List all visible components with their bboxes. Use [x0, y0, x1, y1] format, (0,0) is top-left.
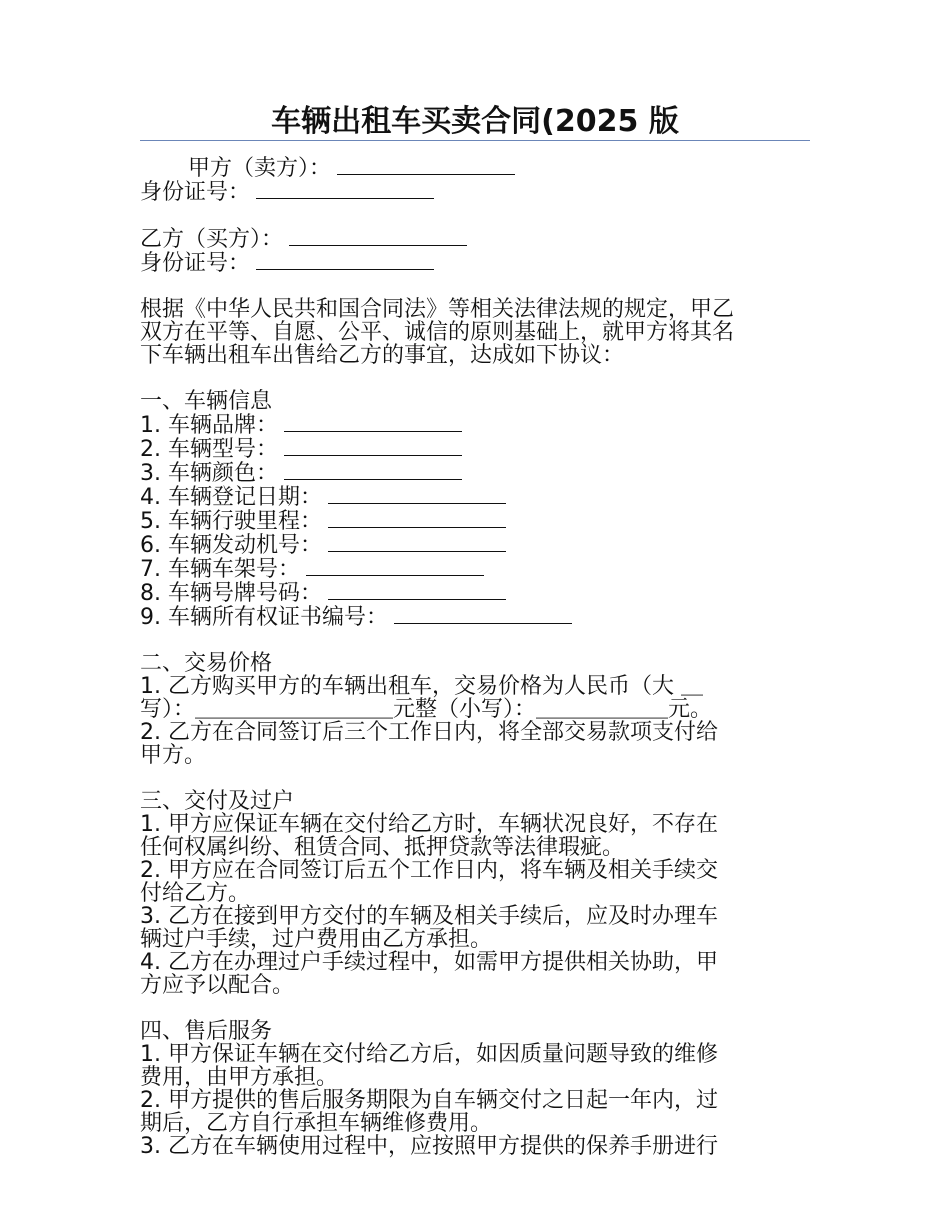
seller-id-label: 身份证号：	[140, 180, 251, 205]
section1-heading: 一、车辆信息	[140, 389, 273, 414]
buyer-blank	[289, 227, 467, 246]
service-line: 费用，由甲方承担。	[140, 1065, 339, 1090]
service-line: 1. 甲方保证车辆在交付给乙方后，如因质量问题导致的维修	[140, 1042, 718, 1067]
vehicle-info-item: 7. 车辆车架号：	[140, 557, 810, 581]
vehicle-info-item: 2. 车辆型号：	[140, 437, 810, 461]
seller-id-line	[140, 180, 810, 204]
document-body	[140, 156, 810, 1158]
vehicle-info-item: 9. 车辆所有权证书编号：	[140, 605, 810, 629]
delivery-line: 辆过户手续，过户费用由乙方承担。	[140, 927, 493, 952]
service-line: 期后，乙方自行承担车辆维修费用。	[140, 1111, 493, 1136]
vehicle-info-item: 3. 车辆颜色：	[140, 461, 810, 485]
vehicle-info-item: 4. 车辆登记日期：	[140, 485, 810, 509]
item-blank	[328, 533, 506, 552]
section2-heading: 二、交易价格	[140, 651, 273, 676]
vehicle-info-item: 5. 车辆行驶里程：	[140, 509, 810, 533]
intro-line: 下车辆出租车出售给乙方的事宜，达成如下协议：	[140, 343, 625, 368]
delivery-line: 方应予以配合。	[140, 973, 295, 998]
seller-blank	[337, 156, 515, 175]
item-blank	[328, 509, 506, 528]
buyer-id-label: 身份证号：	[140, 251, 251, 276]
section4-heading: 四、售后服务	[140, 1019, 273, 1044]
intro-line: 双方在平等、自愿、公平、诚信的原则基础上，就甲方将其名	[140, 320, 735, 345]
delivery-line: 付给乙方。	[140, 881, 251, 906]
seller-id-blank	[256, 180, 434, 199]
delivery-line: 任何权属纠纷、租赁合同、抵押贷款等法律瑕疵。	[140, 835, 625, 860]
item-blank	[394, 605, 572, 624]
item-blank	[284, 437, 462, 456]
buyer-label: 乙方（买方）：	[140, 227, 284, 252]
price-line: 写）：＿＿＿＿＿＿＿＿＿元整（小写）：＿＿＿＿＿＿元。	[140, 697, 713, 722]
delivery-line: 2. 甲方应在合同签订后五个工作日内，将车辆及相关手续交	[140, 858, 718, 883]
price-line: 1. 乙方购买甲方的车辆出租车，交易价格为人民币（大 ＿	[140, 674, 703, 699]
buyer-line	[140, 227, 810, 251]
item-blank	[328, 581, 506, 600]
seller-line	[140, 156, 810, 180]
buyer-id-line	[140, 251, 810, 275]
buyer-id-blank	[256, 251, 434, 270]
delivery-line: 4. 乙方在办理过户手续过程中，如需甲方提供相关协助，甲	[140, 950, 718, 975]
price-line: 2. 乙方在合同签订后三个工作日内，将全部交易款项支付给	[140, 720, 718, 745]
item-blank	[284, 461, 462, 480]
title-underline	[140, 140, 810, 141]
vehicle-info-item: 8. 车辆号牌号码：	[140, 581, 810, 605]
item-blank	[284, 413, 462, 432]
vehicle-info-item: 1. 车辆品牌：	[140, 413, 810, 437]
section3-heading: 三、交付及过户	[140, 789, 295, 814]
intro-line: 根据《中华人民共和国合同法》等相关法律法规的规定，甲乙	[140, 297, 735, 322]
item-blank	[306, 557, 484, 576]
item-blank	[328, 485, 506, 504]
delivery-line: 3. 乙方在接到甲方交付的车辆及相关手续后，应及时办理车	[140, 904, 718, 929]
price-line: 甲方。	[140, 743, 207, 768]
seller-label: 甲方（卖方）：	[188, 156, 332, 181]
vehicle-info-item: 6. 车辆发动机号：	[140, 533, 810, 557]
document-title: 车辆出租车买卖合同(2025 版	[271, 104, 679, 139]
service-line: 2. 甲方提供的售后服务期限为自车辆交付之日起一年内，过	[140, 1088, 718, 1113]
service-line: 3. 乙方在车辆使用过程中，应按照甲方提供的保养手册进行	[140, 1134, 718, 1159]
delivery-line: 1. 甲方应保证车辆在交付给乙方时，车辆状况良好，不存在	[140, 812, 718, 837]
